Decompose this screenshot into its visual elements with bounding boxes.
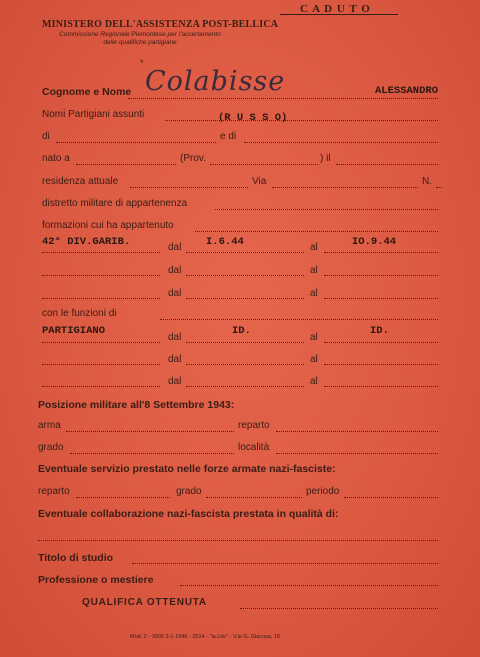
function-row-1-to-line [324,342,438,343]
ministry-heading: MINISTERO DELL'ASSISTENZA POST-BELLICA [42,19,279,30]
formation-row-2-from-line [186,275,304,276]
name-line [128,98,438,99]
province-line [210,164,318,165]
service-reparto-line [76,497,170,498]
function-row-1-to-label: al [310,332,318,343]
aliases-label: Nomi Partigiani assunti [42,109,145,120]
nazi-service-title: Eventuale servizio prestato nelle forze armate nazi-fasciste: [38,463,336,475]
profession-label: Professione o mestiere [38,574,154,586]
first-name-value: ALESSANDRO [375,85,439,97]
service-periodo-line [344,497,438,498]
function-row-3-role-line [42,386,160,387]
number-label: N. [422,176,432,187]
mother-line [244,142,438,143]
military-position-title: Posizione militare all'8 Settembre 1943: [38,399,235,411]
residence-label: residenza attuale [42,176,119,187]
profession-line [180,585,438,586]
military-reparto-line [276,431,438,432]
function-row-3-from-label: dal [168,376,182,387]
status-caduto: C A D U T O [300,3,371,15]
function-row-1-role-line [42,342,160,343]
formation-row-1-name-line [42,252,160,253]
function-row-2-to-line [324,364,438,365]
functions-label: con le funzioni di [42,308,117,319]
father-label: di [42,131,50,142]
street-label: Via [252,176,267,187]
formation-row-1-name: 42° DIV.GARIB. [42,236,131,248]
function-row-3-from-line [186,386,304,387]
formation-row-3-to-label: al [310,288,318,299]
function-row-1-from: ID. [232,325,251,337]
military-reparto-label: reparto [238,420,270,431]
formation-row-2-to-label: al [310,265,318,276]
surname-handwritten: Colabisse [145,66,286,97]
function-row-1-from-line [186,342,304,343]
formations-line [195,231,438,232]
number-line [436,187,442,188]
localita-line [276,453,438,454]
mother-label: e di [220,131,237,142]
arma-label: arma [38,420,61,431]
formation-row-2-to-line [324,275,438,276]
military-grado-line [70,453,234,454]
print-footer: Mod. 2 - 3000 3-1-1946 - 2514 - "la Lito" - V.le G. Giacosa, 16 [130,634,281,640]
aliases-line [165,120,438,121]
birthdate-line [336,164,438,165]
function-row-2-from-line [186,364,304,365]
qualification-line [240,608,438,609]
functions-line [160,319,438,320]
street-line [272,187,418,188]
function-row-2-from-label: dal [168,354,182,365]
military-grado-label: grado [38,442,64,453]
function-row-2-role-line [42,364,160,365]
commission-subheading [40,31,240,47]
district-line [215,209,438,210]
residence-line [130,187,248,188]
service-reparto-label: reparto [38,486,70,497]
formation-row-3-from-label: dal [168,288,182,299]
service-grado-label: grado [176,486,202,497]
function-row-2-to-label: al [310,354,318,365]
formation-row-2-from-label: dal [168,265,182,276]
function-row-1-to: ID. [370,325,389,337]
function-row-3-to-line [324,386,438,387]
name-label: Cognome e Nome [42,86,132,98]
formations-label: formazioni cui ha appartenuto [42,220,174,231]
commission-line-2: delle qualifiche partigiane [103,39,177,46]
function-row-3-to-label: al [310,376,318,387]
collaboration-title: Eventuale collaborazione nazi-fascista prestata in qualità di: [38,508,339,520]
birthdate-label: ) il [320,153,331,164]
aliases-value: (R U S S O) [218,112,288,124]
birthplace-label: nato a [42,153,70,164]
arma-line [66,431,234,432]
formation-row-1-to: IO.9.44 [352,236,397,248]
commission-line-1: Commissione Regionale Piemontese per l'accertamento [59,31,221,38]
education-label: Titolo di studio [38,552,114,564]
province-label: (Prov. [180,153,206,164]
education-line [132,563,438,564]
formation-row-3-to-line [324,298,438,299]
formation-row-1-from-line [186,252,304,253]
service-periodo-label: periodo [306,486,340,497]
birthplace-line [76,164,176,165]
function-row-1-role: PARTIGIANO [42,325,106,337]
formation-row-1-from: I.6.44 [206,236,244,248]
formation-row-1-to-label: al [310,242,318,253]
formation-row-3-from-line [186,298,304,299]
function-row-1-from-label: dal [168,332,182,343]
formation-row-1-from-label: dal [168,242,182,253]
father-line [56,142,216,143]
formation-row-2-name-line [42,275,160,276]
district-label: distretto militare di appartenenza [42,198,188,209]
formation-row-3-name-line [42,298,160,299]
qualification-label: QUALIFICA OTTENUTA [82,597,207,608]
asterisk-mark: * [140,58,144,68]
status-underline [280,14,398,15]
collaboration-line [38,540,438,541]
formation-row-1-to-line [324,252,438,253]
service-grado-line [206,497,302,498]
localita-label: località [238,442,270,453]
